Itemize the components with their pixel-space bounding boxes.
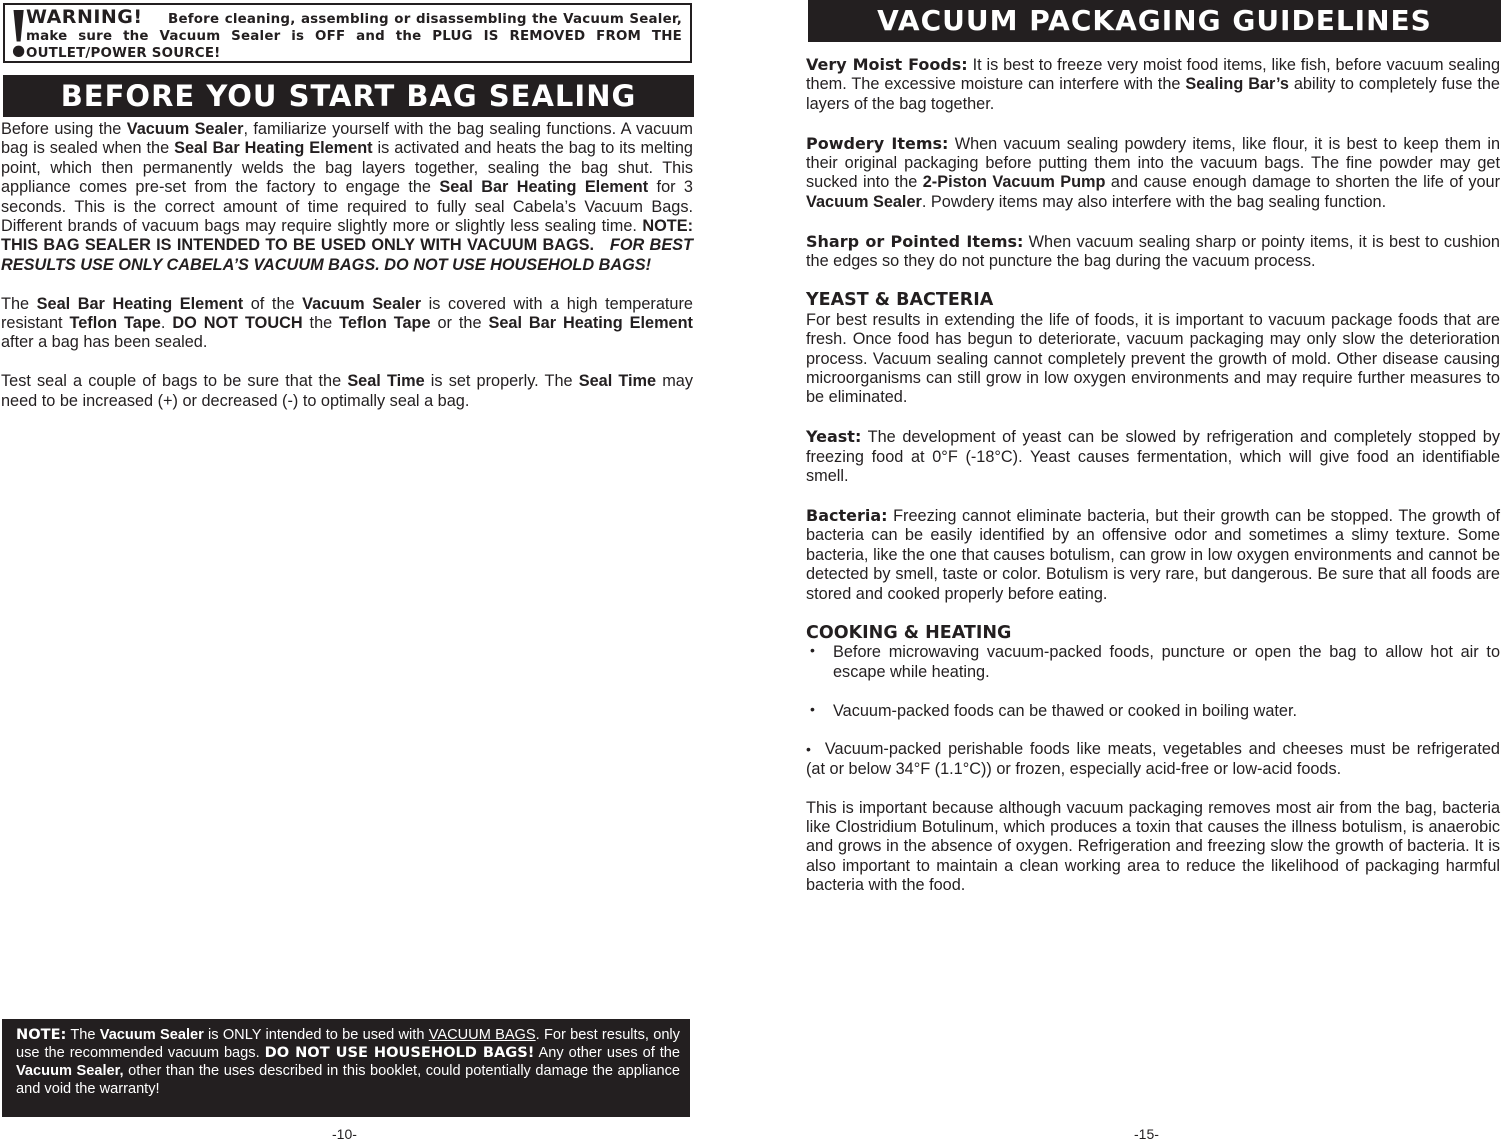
page-number: -10- <box>332 1126 357 1142</box>
paragraph-yeast: Yeast: The development of yeast can be slowed by refrigeration and completely stopped by freezing food at 0°F (-18°C). Yeast causes fermentation, which will give food an identifiable smell. <box>806 427 1500 486</box>
right-body <box>806 55 1500 915</box>
left-page <box>0 0 700 1141</box>
paragraph-moist-foods: Very Moist Foods: It is best to freeze very moist food items, like fish, before vacuum sealing them. The excessive moisture can interfere with the Sealing Bar’s ability to completely fuse the layers of the bag together. <box>806 55 1501 113</box>
bullet-item: • Vacuum-packed foods can be thawed or cooked in boiling water. <box>810 700 1297 720</box>
paragraph-seal-time: Test seal a couple of bags to be sure that the Seal Time is set properly. The Seal Time may need to be increased (+) or decreased (-) to optimally seal a bag. <box>1 372 693 410</box>
heading-yeast-bacteria: YEAST & BACTERIA <box>806 290 994 311</box>
warning-title: WARNING! <box>26 6 143 28</box>
paragraph-sealing-intro: Before using the Vacuum Sealer, familiarize yourself with the bag sealing functions. A vacuum bag is sealed when the Seal Bar Heating Element is activated and heats the bag to its melting point, which then permanently welds the bag layers together, sealing the bag shut. This appliance comes pre-set from the factory to engage the Seal Bar Heating Element for 3 seconds. This is the correct amount of time required to fully seal Cabela’s Vacuum Bags. Different brands of vacuum bags may require slightly more or slightly less sealing time. NOTE: THIS BAG SEALER IS INTENDED TO BE USED ONLY WITH VACUUM BAGS. FOR BEST RESULTS USE ONLY CABELA’S VACUUM BAGS. DO NOT USE HOUSEHOLD BAGS! <box>1 120 693 274</box>
note-box: NOTE: The Vacuum Sealer is ONLY intended to be used with VACUUM BAGS. For best results, only use the recommended vacuum bags. DO NOT USE HOUSEHOLD BAGS! Any other uses of the Vacuum Sealer, other than the uses described in this booklet, could potentially damage the appliance and void the warranty! <box>2 1019 690 1117</box>
warning-box <box>3 0 692 72</box>
bullet-icon: • <box>806 741 811 758</box>
exclamation-icon: ! <box>7 0 31 72</box>
heading-cooking-heating: COOKING & HEATING <box>806 622 1012 643</box>
bullet-item: • Before microwaving vacuum-packed foods, puncture or open the bag to allow hot air to escape while heating. <box>810 642 1500 681</box>
bullet-icon: • <box>810 642 815 659</box>
left-body <box>1 120 693 430</box>
bullet-icon: • <box>810 700 815 717</box>
paragraph-teflon: The Seal Bar Heating Element of the Vacuum Sealer is covered with a high temperature resistant Teflon Tape. DO NOT TOUCH the Teflon Tape or the Seal Bar Heating Element after a bag has been sealed. <box>1 294 693 352</box>
warning-text: WARNING! Before cleaning, assembling or disassembling the Vacuum Sealer, make sure the Vacuum Sealer is OFF and the PLUG IS REMOVED FROM THE OUTLET/POWER SOURCE! <box>26 6 682 61</box>
right-page <box>806 0 1501 1141</box>
paragraph-yeast-bacteria-intro: For best results in extending the life of foods, it is important to vacuum package foods that are fresh. Once food has begun to deteriorate, vacuum packaging may only slow the deterioration process. Vacuum sealing cannot completely prevent the growth of mold. Other disease causing microorganisms can still grow in low oxygen environments and may require further measures to be eliminated. <box>806 310 1500 407</box>
paragraph-bacteria: Bacteria: Freezing cannot eliminate bacteria, but their growth can be stopped. The growth of bacteria can be easily identified by an offensive odor and sometimes a slimy texture. Some bacteria, like the one that causes botulism, can grow in low oxygen environments and cannot be detected by smell, taste or color. Botulism is very rare, but dangerous. Be sure that all foods are stored and cooked properly before eating. <box>806 505 1500 603</box>
paragraph-cooking-closing: This is important because although vacuum packaging removes most air from the bag, bacteria like Clostridium Botulinum, which produces a toxin that causes the illness botulism, is anaerobic and grows in the absence of oxygen. Refrigeration and freezing slow the growth of bacteria. It is also important to maintain a clean working area to reduce the likelihood of packaging harmful bacteria with the food. <box>806 798 1500 895</box>
section-banner: BEFORE YOU START BAG SEALING <box>3 75 694 117</box>
page-number: -15- <box>1134 1126 1159 1142</box>
bullet-item: • Vacuum-packed perishable foods like meats, vegetables and cheeses must be refrigerated (at or below 34°F (1.1°C)) or frozen, especially acid-free or low-acid foods. <box>806 740 1500 778</box>
section-banner: VACUUM PACKAGING GUIDELINES <box>808 0 1501 42</box>
paragraph-sharp-items: Sharp or Pointed Items: When vacuum sealing sharp or pointy items, it is best to cushion the edges so they do not puncture the bag during the vacuum process. <box>806 231 1500 271</box>
paragraph-powdery-items: Powdery Items: When vacuum sealing powdery items, like flour, it is best to keep them in their original packaging before putting them into the vacuum bags. The fine powder may get sucked into the 2-Piston Vacuum Pump and cause enough damage to shorten the life of your Vacuum Sealer. Powdery items may also interfere with the bag sealing function. <box>806 133 1501 211</box>
